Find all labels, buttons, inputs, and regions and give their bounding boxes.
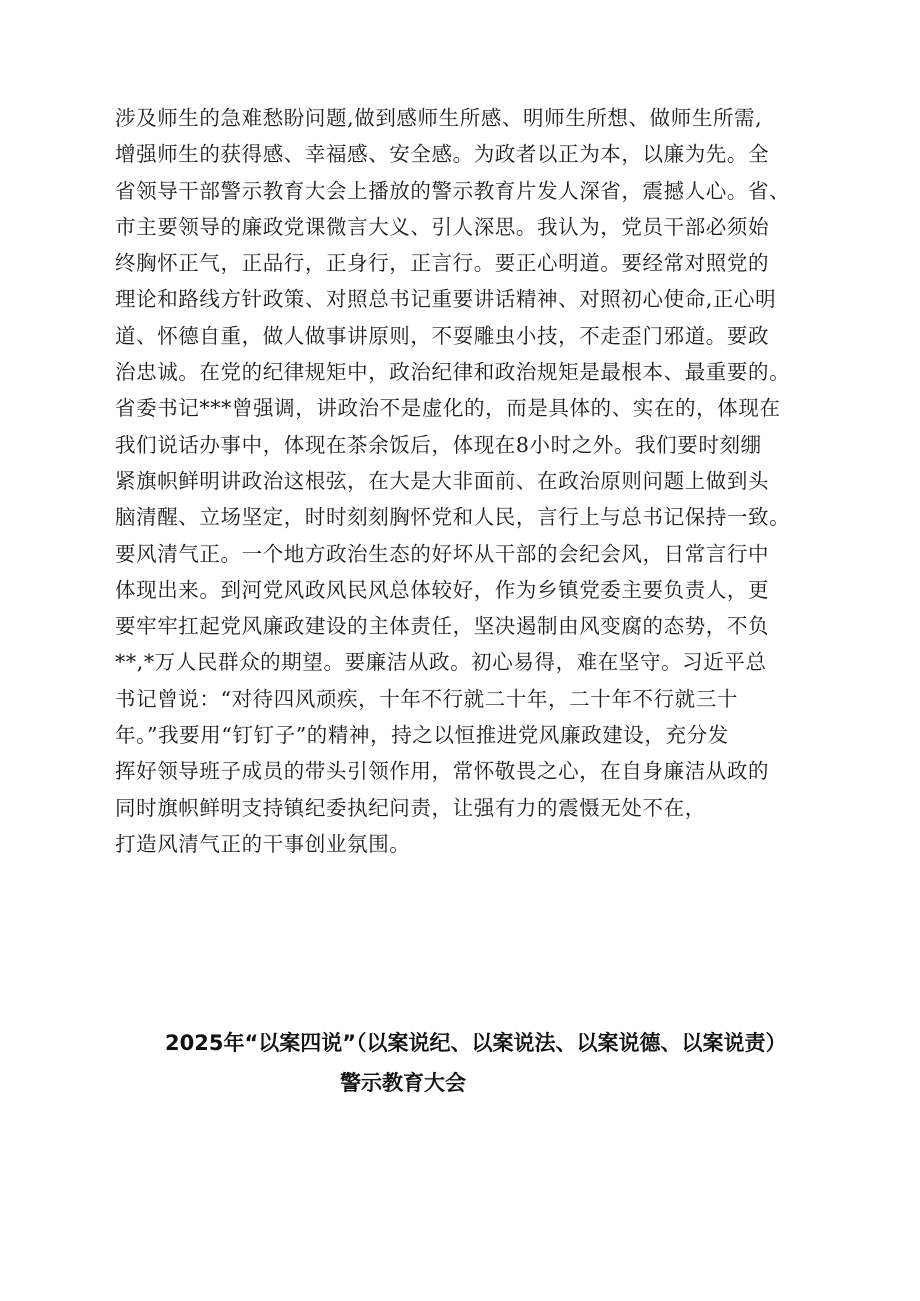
heading-title-line: 2025年“以案四说”（以案说纪、以案说法、以案说德、以案说责）: [165, 1031, 787, 1055]
paragraph-line: 挥好领导班子成员的带头引领作用，常怀敬畏之心，在自身廉洁从政的: [115, 759, 770, 784]
paragraph-line: 道、怀德自重，做人做事讲原则，不耍雕虫小技，不走歪门邪道。要政: [115, 323, 770, 348]
paragraph-line: 市主要领导的廉政党课微言大义、引人深思。我认为，党员干部必须始: [115, 214, 770, 239]
heading-subtitle-line: 警示教育大会: [340, 1071, 466, 1095]
paragraph-line: 终胸怀正气，正品行，正身行，正言行。要正心明道。要经常对照党的: [115, 251, 770, 276]
paragraph-line: 省委书记***曾强调，讲政治不是虚化的，而是具体的、实在的，体现在: [115, 396, 781, 421]
paragraph-line: 要风清气正。一个地方政治生态的好坏从干部的会纪会风，日常言行中: [115, 541, 770, 566]
paragraph-line: 涉及师生的急难愁盼问题,做到感师生所感、明师生所想、做师生所需,: [115, 106, 763, 130]
section-heading: [165, 1025, 865, 1101]
paragraph-line: 体现出来。到河党风政风民风总体较好，作为乡镇党委主要负责人，更: [115, 577, 770, 602]
paragraph-line: 书记曾说：“对待四风顽疾，十年不行就二十年，二十年不行就三十: [115, 686, 738, 711]
paragraph-line: 省领导干部警示教育大会上播放的警示教育片发人深省，震撼人心。省、: [115, 178, 791, 203]
paragraph-line: 打造风清气正的干事创业氛围。: [115, 831, 411, 856]
paragraph-line: 要牢牢扛起党风廉政建设的主体责任，坚决遏制由风变腐的态势，不负: [115, 614, 770, 639]
paragraph-line: 增强师生的获得感、幸福感、安全感。为政者以正为本，以廉为先。全: [115, 142, 770, 167]
paragraph-line: 脑清醒、立场坚定，时时刻刻胸怀党和人民，言行上与总书记保持一致。: [115, 505, 791, 530]
paragraph-line: 理论和路线方针政策、对照总书记重要讲话精神、对照初心使命,正心明: [115, 287, 777, 312]
paragraph-line: **,*万人民群众的期望。要廉洁从政。初心易得，难在坚守。习近平总: [115, 650, 767, 675]
paragraph-line: 年。”我要用“钉钉子”的精神，持之以恒推进党风廉政建设，充分发: [115, 723, 729, 748]
paragraph-line: 紧旗帜鲜明讲政治这根弦，在大是大非面前、在政治原则问题上做到头: [115, 468, 770, 493]
paragraph-line: 同时旗帜鲜明支持镇纪委执纪问责，让强有力的震慑无处不在，: [115, 795, 706, 820]
paragraph-line: 我们说话办事中，体现在茶余饭后，体现在8小时之外。我们要时刻绷: [115, 432, 762, 457]
body-paragraph: [115, 100, 850, 862]
paragraph-line: 治忠诚。在党的纪律规矩中，政治纪律和政治规矩是最根本、最重要的。: [115, 360, 791, 385]
